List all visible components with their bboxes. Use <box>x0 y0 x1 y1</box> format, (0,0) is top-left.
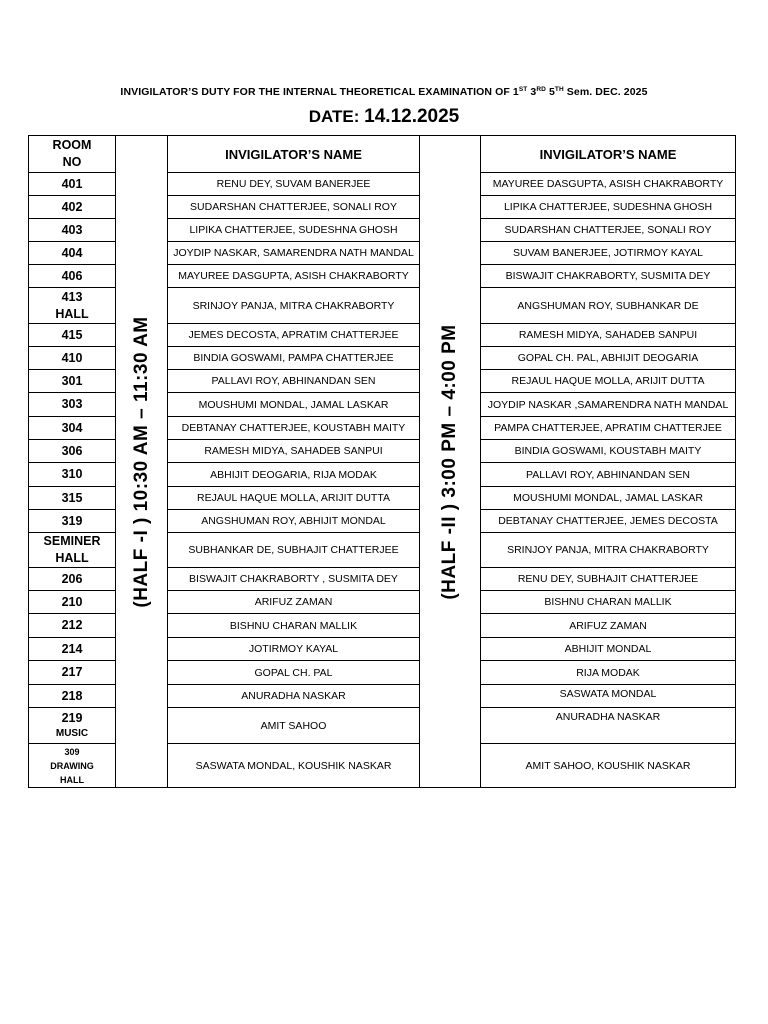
half-1-invigilators: BISHNU CHARAN MALLIK <box>168 614 420 638</box>
half-2-invigilators: DEBTANAY CHATTERJEE, JEMES DECOSTA <box>481 510 736 533</box>
room-no: 319 <box>61 513 83 528</box>
half-2-invigilators: ANGSHUMAN ROY, SUBHANKAR DE <box>481 288 736 324</box>
half-1-invigilators: MAYUREE DASGUPTA, ASISH CHAKRABORTY <box>168 265 420 288</box>
heading-mid-2: 5 <box>545 86 555 98</box>
half-1-invigilators: SUDARSHAN CHATTERJEE, SONALI ROY <box>168 196 420 219</box>
room-no-cell <box>29 661 116 685</box>
half-2-invigilator-header: INVIGILATOR’S NAME <box>481 136 736 173</box>
heading-suffix: Sem. DEC. 2025 <box>563 86 648 98</box>
half-2-invigilators: BINDIA GOSWAMI, KOUSTABH MAITY <box>481 440 736 463</box>
page-heading <box>0 86 768 98</box>
room-no: 303 <box>61 397 83 411</box>
half-2-invigilators: PAMPA CHATTERJEE, APRATIM CHATTERJEE <box>481 417 736 440</box>
half-1-invigilators: BINDIA GOSWAMI, PAMPA CHATTERJEE <box>168 347 420 370</box>
room-no: 210 <box>61 594 83 609</box>
half-2-invigilators: LIPIKA CHATTERJEE, SUDESHNA GHOSH <box>481 196 736 219</box>
heading-mid-1: 3 <box>527 86 537 98</box>
half-1-time-cell <box>116 136 168 788</box>
room-no-cell <box>29 533 116 568</box>
half-1-invigilator-header: INVIGILATOR’S NAME <box>168 136 420 173</box>
half-1-invigilators: REJAUL HAQUE MOLLA, ARIJIT DUTTA <box>168 487 420 510</box>
room-no: 206 <box>61 571 83 586</box>
room-no: 401 <box>61 176 83 191</box>
half-1-invigilators: LIPIKA CHATTERJEE, SUDESHNA GHOSH <box>168 219 420 242</box>
room-no-cell <box>29 288 116 324</box>
half-1-invigilators: AMIT SAHOO <box>168 708 420 744</box>
room-no: 217 <box>61 665 83 679</box>
room-no-cell <box>29 242 116 265</box>
room-no: 218 <box>61 688 83 703</box>
room-no: 315 <box>61 490 83 505</box>
half-2-invigilators: REJAUL HAQUE MOLLA, ARIJIT DUTTA <box>481 370 736 393</box>
half-1-invigilators: ANGSHUMAN ROY, ABHIJIT MONDAL <box>168 510 420 533</box>
room-no: 402 <box>61 199 83 214</box>
half-2-invigilators: SRINJOY PANJA, MITRA CHAKRABORTY <box>481 533 736 568</box>
half-2-invigilators: RAMESH MIDYA, SAHADEB SANPUI <box>481 324 736 347</box>
room-no-cell <box>29 417 116 440</box>
half-1-invigilators: ARIFUZ ZAMAN <box>168 591 420 614</box>
half-1-invigilators: MOUSHUMI MONDAL, JAMAL LASKAR <box>168 393 420 417</box>
half-1-invigilators: DEBTANAY CHATTERJEE, KOUSTABH MAITY <box>168 417 420 440</box>
half-2-invigilators: ANURADHA NASKAR <box>481 708 736 744</box>
half-2-invigilators: SUVAM BANERJEE, JOTIRMOY KAYAL <box>481 242 736 265</box>
room-no: SEMINER <box>43 534 101 548</box>
room-no-header-line-1: ROOM <box>52 138 92 152</box>
half-1-invigilators: RAMESH MIDYA, SAHADEB SANPUI <box>168 440 420 463</box>
heading-sup-1: ST <box>518 86 528 93</box>
half-2-invigilators: ARIFUZ ZAMAN <box>481 614 736 638</box>
half-2-invigilators: SASWATA MONDAL <box>481 685 736 708</box>
room-no-suffix: HALL <box>60 774 84 785</box>
room-no: 301 <box>61 373 83 388</box>
half-1-invigilators: ABHIJIT DEOGARIA, RIJA MODAK <box>168 463 420 487</box>
heading-sup-2: RD <box>536 86 546 93</box>
room-no: 403 <box>61 222 83 237</box>
room-no-cell <box>29 463 116 487</box>
half-2-invigilators: RENU DEY, SUBHAJIT CHATTERJEE <box>481 568 736 591</box>
room-no: 309 <box>64 746 80 757</box>
half-1-invigilators: JOTIRMOY KAYAL <box>168 638 420 661</box>
room-no-cell <box>29 370 116 393</box>
room-no-cell <box>29 265 116 288</box>
half-1-invigilators: SASWATA MONDAL, KOUSHIK NASKAR <box>168 744 420 788</box>
room-no: 410 <box>61 350 83 365</box>
room-no-suffix: HALL <box>55 551 89 565</box>
room-no-suffix: HALL <box>55 306 89 321</box>
half-1-invigilators: BISWAJIT CHAKRABORTY , SUSMITA DEY <box>168 568 420 591</box>
room-no-header <box>29 136 116 173</box>
room-no-cell <box>29 685 116 708</box>
room-no-cell <box>29 393 116 417</box>
half-2-invigilators: JOYDIP NASKAR ,SAMARENDRA NATH MANDAL <box>481 393 736 417</box>
duty-table-body <box>29 136 736 788</box>
room-no-cell <box>29 510 116 533</box>
half-1-invigilators: ANURADHA NASKAR <box>168 685 420 708</box>
half-1-time-label: (HALF -I ) 10:30 AM – 11:30 AM <box>130 315 152 608</box>
half-2-invigilators: MAYUREE DASGUPTA, ASISH CHAKRABORTY <box>481 173 736 196</box>
room-no-cell <box>29 591 116 614</box>
room-no-cell <box>29 196 116 219</box>
date-value: 14.12.2025 <box>364 106 460 127</box>
table-header-row <box>29 136 736 173</box>
room-no-suffix: DRAWING <box>50 760 94 771</box>
room-no-suffix: MUSIC <box>55 728 89 739</box>
room-no-cell <box>29 219 116 242</box>
room-no: 406 <box>61 268 83 283</box>
half-2-invigilators: ABHIJIT MONDAL <box>481 638 736 661</box>
half-2-time-cell <box>420 136 481 788</box>
room-no-cell <box>29 487 116 510</box>
room-no: 413 <box>61 289 83 304</box>
half-1-invigilators: SUBHANKAR DE, SUBHAJIT CHATTERJEE <box>168 533 420 568</box>
room-no: 214 <box>61 641 83 656</box>
room-no: 310 <box>61 467 83 481</box>
half-2-invigilators: SUDARSHAN CHATTERJEE, SONALI ROY <box>481 219 736 242</box>
half-2-invigilators: AMIT SAHOO, KOUSHIK NASKAR <box>481 744 736 788</box>
half-2-invigilators: BISWAJIT CHAKRABORTY, SUSMITA DEY <box>481 265 736 288</box>
room-no: 404 <box>61 245 83 260</box>
room-no-cell <box>29 347 116 370</box>
half-2-invigilators: BISHNU CHARAN MALLIK <box>481 591 736 614</box>
room-no-cell <box>29 614 116 638</box>
duty-table <box>28 135 736 788</box>
room-no: 212 <box>61 618 83 632</box>
half-1-invigilators: RENU DEY, SUVAM BANERJEE <box>168 173 420 196</box>
room-no-cell <box>29 744 116 788</box>
room-no: 219 <box>61 711 83 725</box>
heading-sup-3: TH <box>554 86 564 93</box>
half-2-invigilators: PALLAVI ROY, ABHINANDAN SEN <box>481 463 736 487</box>
date-label: DATE: <box>308 107 365 126</box>
room-no: 306 <box>61 443 83 458</box>
half-2-invigilators: MOUSHUMI MONDAL, JAMAL LASKAR <box>481 487 736 510</box>
half-1-invigilators: PALLAVI ROY, ABHINANDAN SEN <box>168 370 420 393</box>
room-no-header-line-2: NO <box>62 155 82 169</box>
room-no-cell <box>29 568 116 591</box>
heading-prefix: INVIGILATOR’S DUTY FOR THE INTERNAL THEORETICAL EXAMINATION OF 1 <box>120 86 519 98</box>
room-no-cell <box>29 638 116 661</box>
room-no-cell <box>29 708 116 744</box>
exam-date <box>0 106 768 128</box>
room-no: 304 <box>61 420 83 435</box>
half-1-invigilators: JEMES DECOSTA, APRATIM CHATTERJEE <box>168 324 420 347</box>
half-1-invigilators: GOPAL CH. PAL <box>168 661 420 685</box>
half-2-time-label: (HALF -II ) 3:00 PM – 4:00 PM <box>439 323 460 600</box>
room-no-cell <box>29 173 116 196</box>
half-1-invigilators: JOYDIP NASKAR, SAMARENDRA NATH MANDAL <box>168 242 420 265</box>
half-2-invigilators: RIJA MODAK <box>481 661 736 685</box>
half-2-invigilators: GOPAL CH. PAL, ABHIJIT DEOGARIA <box>481 347 736 370</box>
room-no-cell <box>29 440 116 463</box>
room-no: 415 <box>61 327 83 342</box>
room-no-cell <box>29 324 116 347</box>
half-1-invigilators: SRINJOY PANJA, MITRA CHAKRABORTY <box>168 288 420 324</box>
